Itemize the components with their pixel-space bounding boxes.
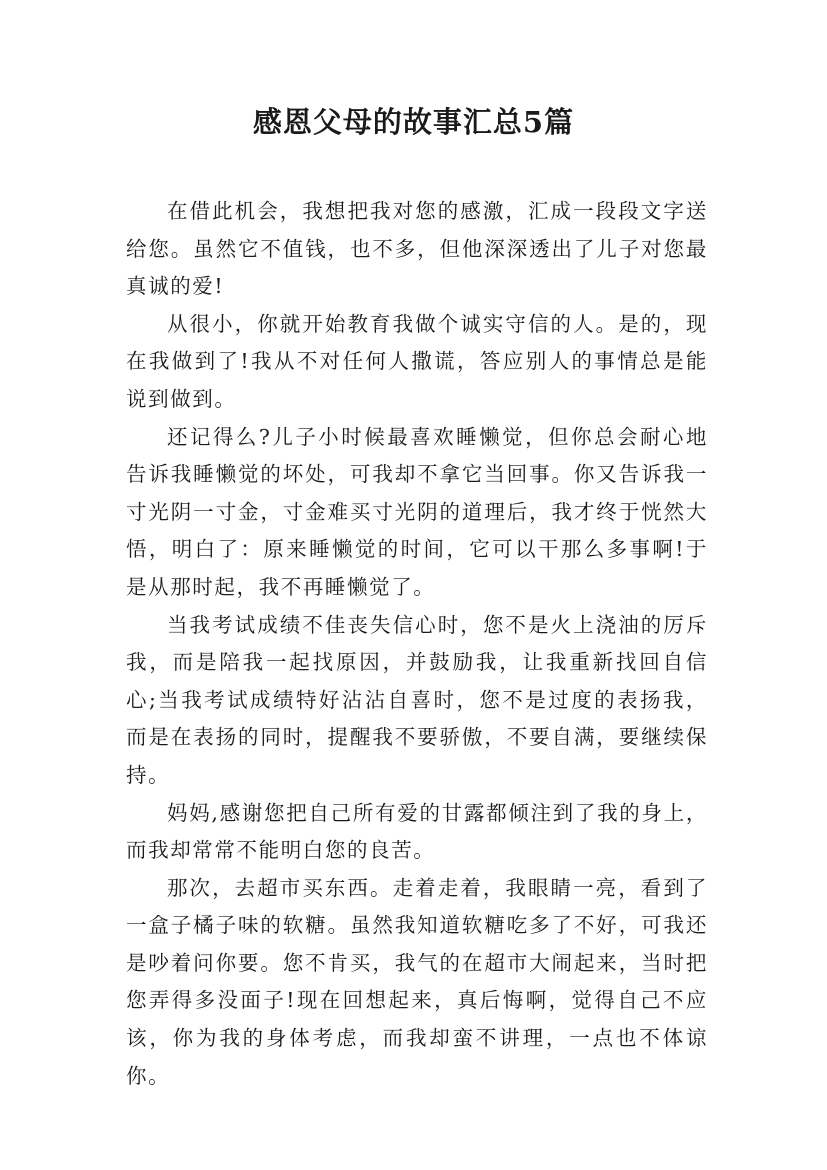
- paragraph: 妈妈,感谢您把自己所有爱的甘露都倾注到了我的身上，而我却常常不能明白您的良苦。: [126, 800, 708, 863]
- document-title: 感恩父母的故事汇总5篇: [252, 105, 575, 139]
- paragraph: 在借此机会，我想把我对您的感激，汇成一段段文字送给您。虽然它不值钱，也不多，但他深深透出了儿子对您最真诚的爱!: [126, 199, 708, 299]
- paragraph: 还记得么?儿子小时候最喜欢睡懒觉，但你总会耐心地告诉我睡懒觉的坏处，可我却不拿它当回事。你又告诉我一寸光阴一寸金，寸金难买寸光阴的道理后，我才终于恍然大悟，明白了：原来睡懒觉的时间，它可以干那么多事啊!于是从那时起，我不再睡懒觉了。: [126, 424, 708, 599]
- paragraph: 从很小，你就开始教育我做个诚实守信的人。是的，现在我做到了!我从不对任何人撒谎，答应别人的事情总是能说到做到。: [126, 311, 708, 411]
- document-body: [126, 193, 708, 1095]
- paragraph: 那次，去超市买东西。走着走着，我眼睛一亮，看到了一盒子橘子味的软糖。虽然我知道软糖吃多了不好，可我还是吵着问你要。您不肯买，我气的在超市大闹起来，当时把您弄得多没面子!现在回想起来，真后悔啊，觉得自己不应该，你为我的身体考虑，而我却蛮不讲理，一点也不体谅你。: [126, 875, 708, 1088]
- paragraph: 当我考试成绩不佳丧失信心时，您不是火上浇油的厉斥我，而是陪我一起找原因，并鼓励我，让我重新找回自信心;当我考试成绩特好沾沾自喜时，您不是过度的表扬我，而是在表扬的同时，提醒我不要骄傲，不要自满，要继续保持。: [126, 612, 708, 787]
